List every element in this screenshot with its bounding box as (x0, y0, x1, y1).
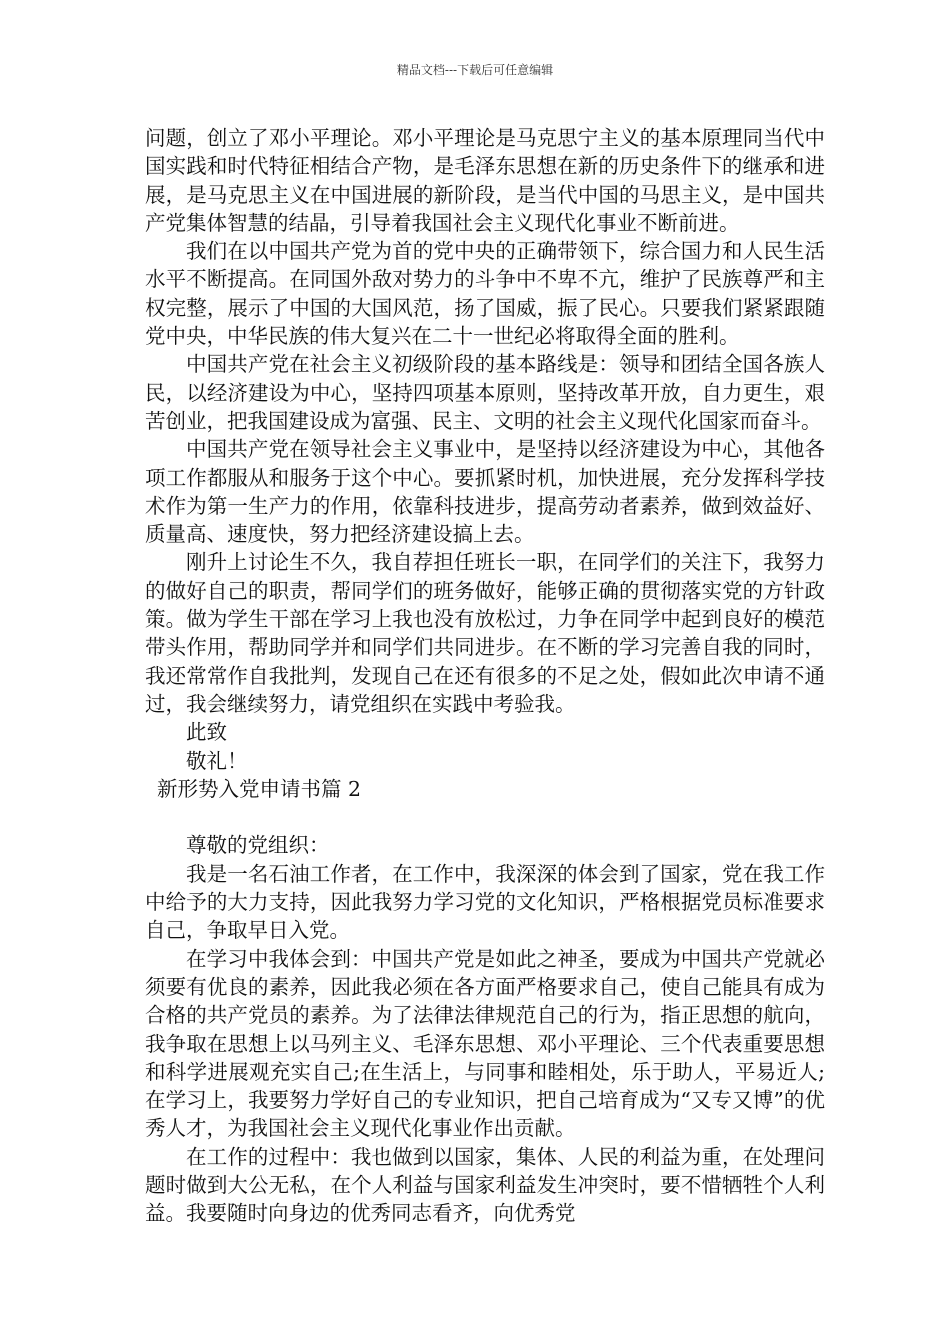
section-title: 新形势入党申请书篇 2 (157, 776, 362, 801)
paragraph: 中国共产党在社会主义初级阶段的基本路线是：领导和团结全国各族人民，以经济建设为中心，坚持四项基本原则，坚持改革开放，自力更生，艰苦创业，把我国建设成为富强、民主、文明的社会主义现代化国家而奋斗。 (145, 352, 825, 433)
closing-salute: 敬礼！ (186, 748, 248, 773)
paragraph: 中国共产党在领导社会主义事业中，是坚持以经济建设为中心，其他各项工作都服从和服务于这个中心。要抓紧时机，加快进展，充分发挥科学技术作为第一生产力的作用，依靠科技进步，提高劳动者素养，做到效益好、质量高、速度快，努力把经济建设搞上去。 (145, 437, 825, 547)
paragraph-continued: 问题，创立了邓小平理论。邓小平理论是马克思宁主义的基本原理同当代中国实践和时代特征相结合产物，是毛泽东思想在新的历史条件下的继承和进展，是马克思主义在中国进展的新阶段，是当代中国的马思主义，是中国共产党集体智慧的结晶，引导着我国社会主义现代化事业不断前进。 (145, 126, 825, 235)
paragraph: 我们在以中国共产党为首的党中央的正确带领下，综合国力和人民生活水平不断提高。在同国外敌对势力的斗争中不卑不亢，维护了民族尊严和主权完整，展示了中国的大国风范，扬了国威，振了民心。只要我们紧紧跟随党中央，中华民族的伟大复兴在二十一世纪必将取得全面的胜利。 (145, 239, 825, 349)
closing-greeting: 此致 (186, 720, 227, 745)
page-header: 精品文档---下载后可任意编辑 (396, 63, 554, 77)
paragraph: 刚升上讨论生不久，我自荐担任班长一职，在同学们的关注下，我努力的做好自己的职责，帮同学们的班务做好，能够正确的贯彻落实党的方针政策。做为学生干部在学习上我也没有放松过，力争在同学中起到良好的模范带头作用，帮助同学并和同学们共同进步。在不断的学习完善自我的同时，我还常常作自我批判，发现自己在还有很多的不足之处，假如此次申请不通过，我会继续努力，请党组织在实践中考验我。 (145, 550, 825, 716)
paragraph: 我是一名石油工作者，在工作中，我深深的体会到了国家，党在我工作中给予的大力支持，因此我努力学习党的文化知识，严格根据党员标准要求自己，争取早日入党。 (145, 861, 825, 943)
document-body (145, 124, 825, 1228)
paragraph: 在工作的过程中：我也做到以国家，集体、人民的利益为重，在处理问题时做到大公无私，在个人利益与国家利益发生冲突时，要不惜牺牲个人利益。我要随时向身边的优秀同志看齐，向优秀党 (145, 1144, 825, 1226)
salutation: 尊敬的党组织： (186, 833, 330, 858)
paragraph: 在学习中我体会到：中国共产党是如此之神圣，要成为中国共产党就必须要有优良的素养，因此我必须在各方面严格要求自己，使自己能具有成为合格的共产党员的素养。为了法律法律规范自己的行为，指正思想的航向，我争取在思想上以马列主义、毛泽东思想、邓小平理论、三个代表重要思想和科学进展观充实自己;在生活上，与同事和睦相处，乐于助人，平易近人;在学习上，我要努力学好自己的专业知识，把自己培育成为“又专又博”的优秀人才，为我国社会主义现代化事业作出贡献。 (145, 946, 825, 1141)
spacer (145, 803, 825, 831)
